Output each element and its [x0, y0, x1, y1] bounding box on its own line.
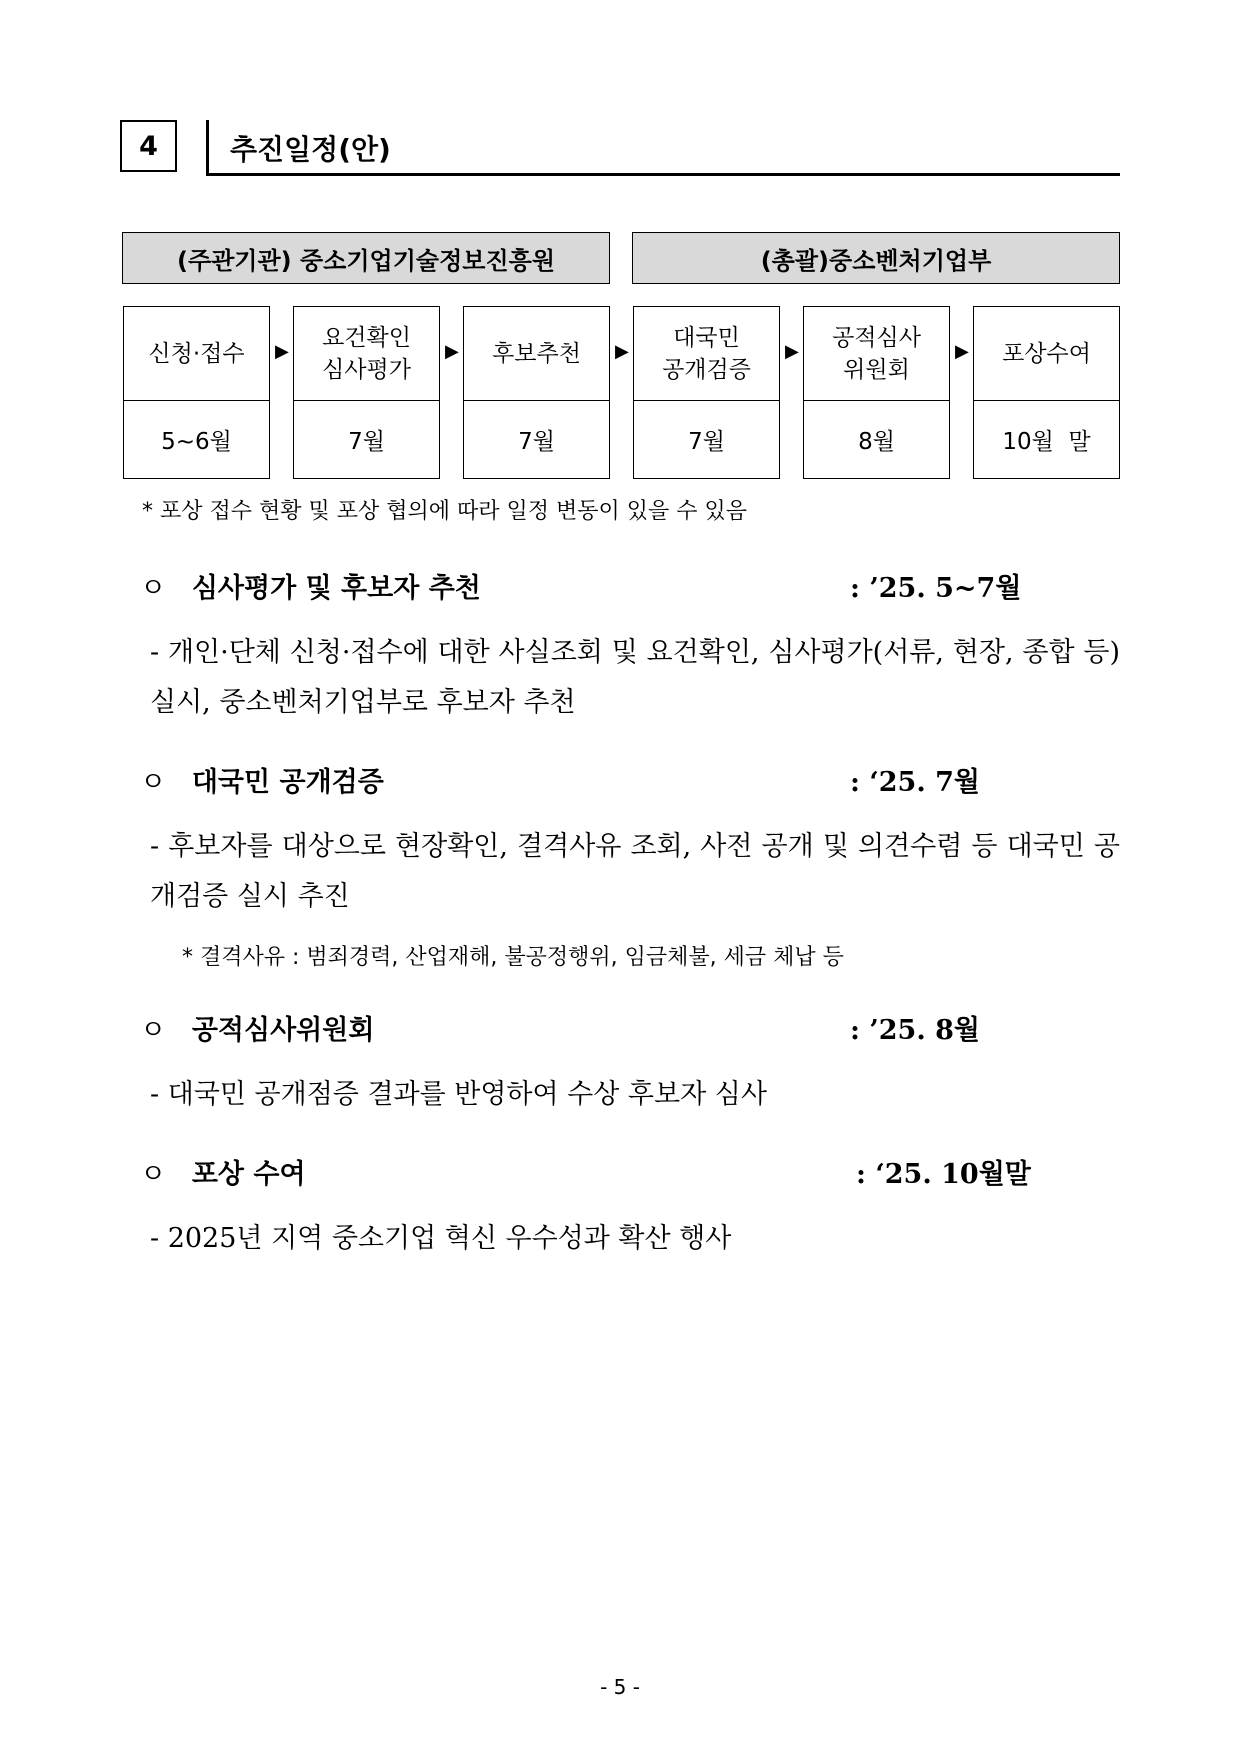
step-period: 10월 말 — [1002, 429, 1091, 455]
process-step-4 — [633, 306, 780, 479]
page-number: - 5 - — [600, 1675, 640, 1699]
section-underline — [206, 173, 1120, 176]
step-period: 7월 — [518, 429, 555, 455]
step-label: 포상수여 — [974, 307, 1119, 401]
bullet-marker: ㅇ — [140, 573, 167, 604]
item-date: : ’25. 5~7월 — [850, 573, 1022, 604]
bullet-marker: ㅇ — [140, 1159, 167, 1190]
item-title: 대국민 공개검증 — [191, 767, 384, 798]
step-period: 7월 — [688, 429, 725, 455]
item-description: - 대국민 공개점증 결과를 반영하여 수상 후보자 심사 — [150, 1079, 767, 1110]
step-label: 요건확인 심사평가 — [294, 307, 439, 401]
step-label: 대국민 공개검증 — [634, 307, 779, 401]
bullet-marker: ㅇ — [140, 767, 167, 798]
step-arrow-icon: ▶ — [445, 341, 459, 362]
agency-header-left: (주관기관) 중소기업기술정보진흥원 — [122, 232, 610, 284]
item-title: 공적심사위원회 — [191, 1015, 375, 1046]
schedule-note: * 포상 접수 현황 및 포상 협의에 따라 일정 변동이 있을 수 있음 — [142, 499, 747, 524]
item-heading-2 — [140, 760, 384, 799]
item-description: - 후보자를 대상으로 현장확인, 결격사유 조회, 사전 공개 및 의견수렴 등 대국민 공개검증 실시 추진 — [150, 831, 1120, 912]
section-number: 4 — [120, 120, 177, 172]
item-date: : ‘25. 7월 — [850, 767, 981, 798]
step-period: 8월 — [858, 429, 895, 455]
process-step-6 — [973, 306, 1120, 479]
step-arrow-icon: ▶ — [955, 341, 969, 362]
bullet-marker: ㅇ — [140, 1015, 167, 1046]
step-label: 공적심사 위원회 — [804, 307, 949, 401]
item-note: * 결격사유 : 범죄경력, 산업재해, 불공정행위, 임금체불, 세금 체납 등 — [182, 945, 844, 970]
process-step-1 — [123, 306, 270, 479]
item-heading-3 — [140, 1008, 374, 1047]
step-arrow-icon: ▶ — [785, 341, 799, 362]
process-step-3 — [463, 306, 610, 479]
item-title: 심사평가 및 후보자 추천 — [191, 573, 481, 604]
item-date: : ’25. 8월 — [850, 1015, 981, 1046]
step-label: 후보추천 — [464, 307, 609, 401]
agency-header-right: (총괄)중소벤처기업부 — [632, 232, 1120, 284]
process-step-5 — [803, 306, 950, 479]
step-arrow-icon: ▶ — [615, 341, 629, 362]
step-period: 5~6월 — [161, 429, 232, 455]
item-description: - 개인·단체 신청·접수에 대한 사실조회 및 요건확인, 심사평가(서류, 현장, 종합 등) 실시, 중소벤처기업부로 후보자 추천 — [150, 637, 1120, 718]
step-period: 7월 — [348, 429, 385, 455]
item-heading-4 — [140, 1152, 306, 1191]
step-arrow-icon: ▶ — [275, 341, 289, 362]
process-step-2 — [293, 306, 440, 479]
section-divider-vertical — [206, 120, 209, 176]
step-label: 신청·접수 — [124, 307, 269, 401]
item-title: 포상 수여 — [191, 1159, 306, 1190]
item-description: - 2025년 지역 중소기업 혁신 우수성과 확산 행사 — [150, 1223, 732, 1254]
section-title: 추진일정(안) — [230, 133, 391, 166]
item-date: : ‘25. 10월말 — [856, 1159, 1031, 1190]
item-heading-1 — [140, 566, 481, 605]
